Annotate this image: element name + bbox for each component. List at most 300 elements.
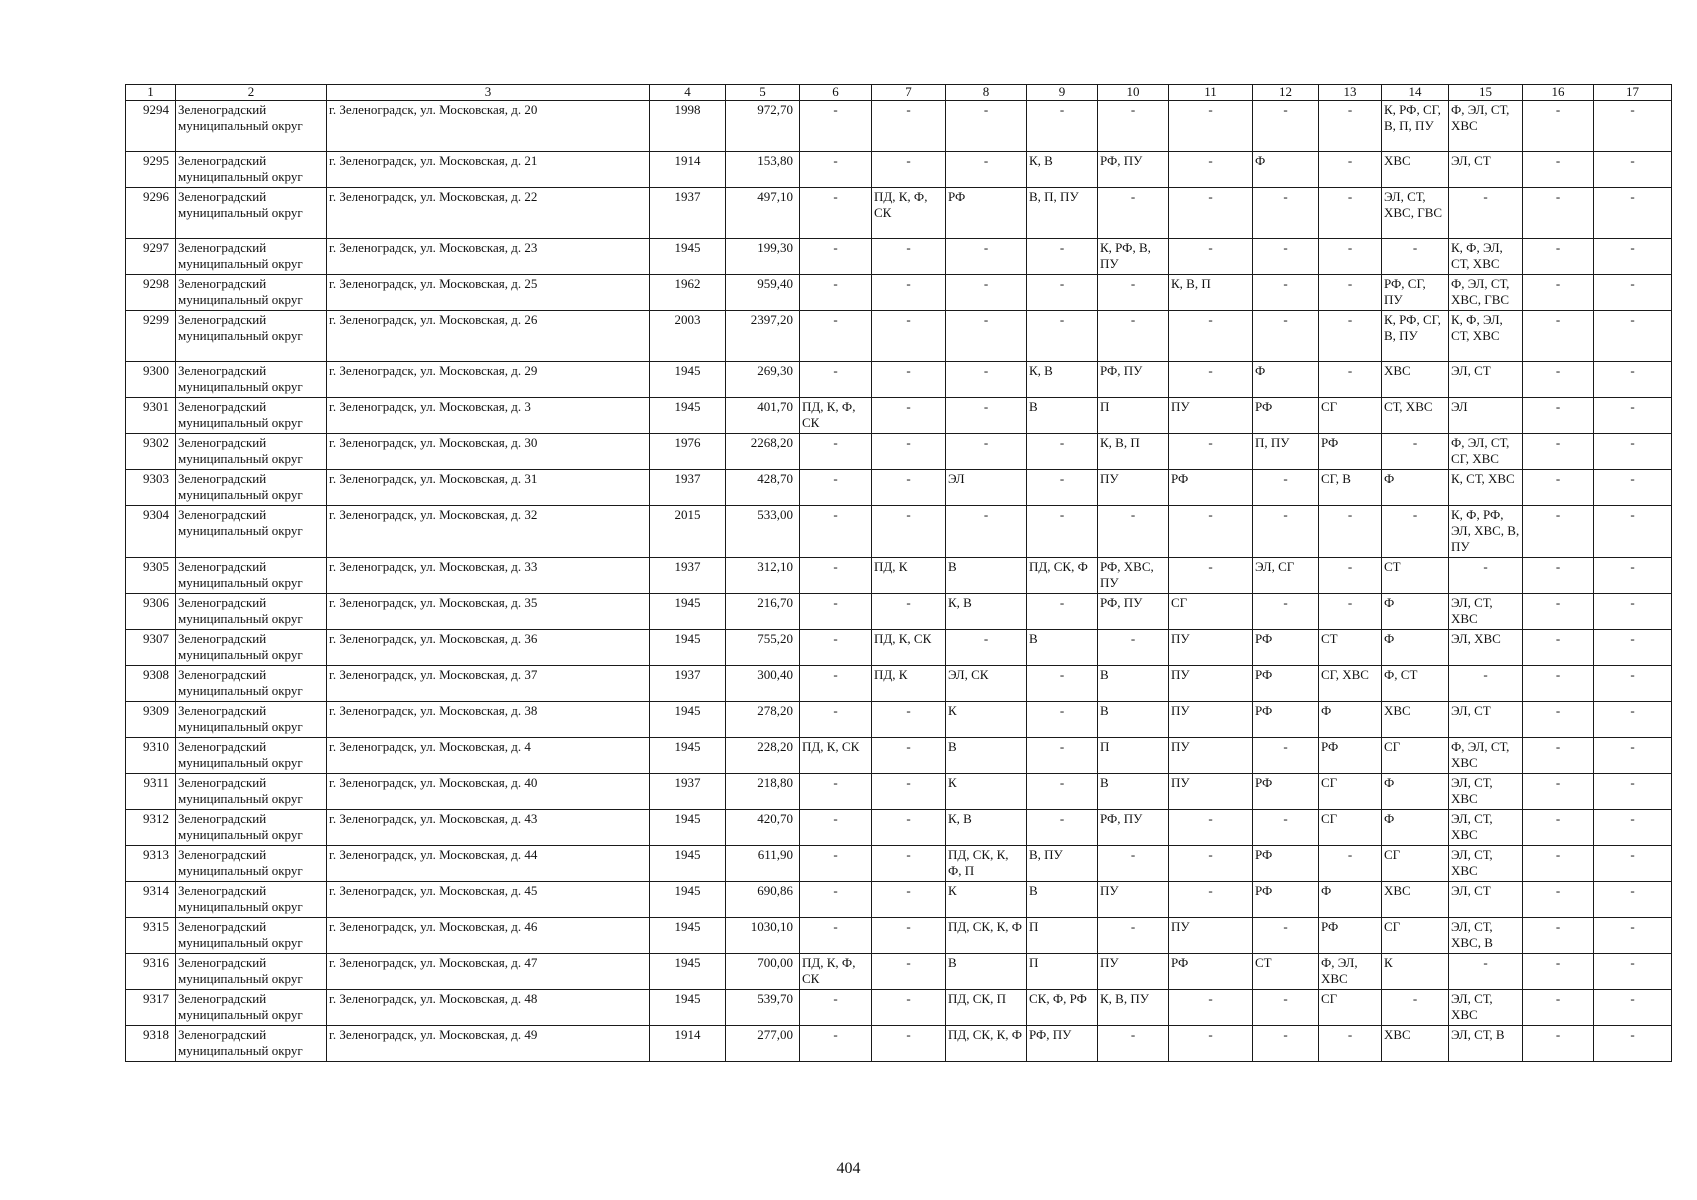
cell-col-16: - [1523, 101, 1594, 152]
cell-col-2: Зеленоградский муниципальный округ [176, 882, 327, 918]
cell-col-12: - [1253, 918, 1319, 954]
cell-col-1: 9318 [126, 1026, 176, 1062]
table-header [126, 85, 1672, 101]
cell-col-8: - [946, 275, 1027, 311]
cell-col-2: Зеленоградский муниципальный округ [176, 470, 327, 506]
cell-col-8: - [946, 152, 1027, 188]
cell-col-6: - [800, 558, 872, 594]
cell-col-16: - [1523, 558, 1594, 594]
cell-col-2: Зеленоградский муниципальный округ [176, 774, 327, 810]
cell-col-15: К, Ф, ЭЛ, СТ, ХВС [1449, 239, 1523, 275]
cell-col-3: г. Зеленоградск, ул. Московская, д. 3 [327, 398, 650, 434]
cell-col-8: - [946, 434, 1027, 470]
cell-col-4: 1945 [650, 362, 726, 398]
cell-col-1: 9316 [126, 954, 176, 990]
cell-col-10: - [1098, 846, 1169, 882]
cell-col-11: ПУ [1169, 398, 1253, 434]
cell-col-3: г. Зеленоградск, ул. Московская, д. 31 [327, 470, 650, 506]
cell-col-7: - [872, 594, 946, 630]
cell-col-9: В [1027, 882, 1098, 918]
cell-col-10: РФ, ПУ [1098, 594, 1169, 630]
cell-col-16: - [1523, 738, 1594, 774]
cell-col-9: - [1027, 506, 1098, 558]
cell-col-3: г. Зеленоградск, ул. Московская, д. 32 [327, 506, 650, 558]
cell-col-4: 2015 [650, 506, 726, 558]
cell-col-16: - [1523, 666, 1594, 702]
table-row [126, 594, 1672, 630]
cell-col-12: СТ [1253, 954, 1319, 990]
cell-col-13: СГ [1319, 810, 1382, 846]
column-header-8: 8 [946, 85, 1027, 101]
cell-col-15: Ф, ЭЛ, СТ, ХВС [1449, 738, 1523, 774]
cell-col-11: РФ [1169, 954, 1253, 990]
cell-col-15: К, СТ, ХВС [1449, 470, 1523, 506]
table-row [126, 882, 1672, 918]
cell-col-6: - [800, 594, 872, 630]
column-header-2: 2 [176, 85, 327, 101]
cell-col-7: - [872, 398, 946, 434]
cell-col-13: - [1319, 311, 1382, 362]
cell-col-5: 401,70 [726, 398, 800, 434]
table-row [126, 702, 1672, 738]
table-row [126, 362, 1672, 398]
column-header-16: 16 [1523, 85, 1594, 101]
cell-col-13: Ф [1319, 702, 1382, 738]
cell-col-1: 9308 [126, 666, 176, 702]
cell-col-9: - [1027, 738, 1098, 774]
cell-col-2: Зеленоградский муниципальный округ [176, 1026, 327, 1062]
cell-col-5: 700,00 [726, 954, 800, 990]
cell-col-6: - [800, 101, 872, 152]
table-row [126, 506, 1672, 558]
cell-col-15: К, Ф, ЭЛ, СТ, ХВС [1449, 311, 1523, 362]
cell-col-13: СТ [1319, 630, 1382, 666]
cell-col-7: - [872, 101, 946, 152]
cell-col-4: 1962 [650, 275, 726, 311]
cell-col-17: - [1594, 846, 1672, 882]
cell-col-3: г. Зеленоградск, ул. Московская, д. 36 [327, 630, 650, 666]
table-row [126, 434, 1672, 470]
cell-col-14: ХВС [1382, 882, 1449, 918]
cell-col-7: - [872, 882, 946, 918]
cell-col-1: 9317 [126, 990, 176, 1026]
cell-col-15: - [1449, 188, 1523, 239]
cell-col-16: - [1523, 434, 1594, 470]
cell-col-11: - [1169, 990, 1253, 1026]
cell-col-17: - [1594, 954, 1672, 990]
cell-col-6: - [800, 506, 872, 558]
cell-col-12: РФ [1253, 702, 1319, 738]
cell-col-9: К, В [1027, 362, 1098, 398]
cell-col-2: Зеленоградский муниципальный округ [176, 434, 327, 470]
cell-col-1: 9296 [126, 188, 176, 239]
cell-col-6: - [800, 846, 872, 882]
cell-col-8: К, В [946, 594, 1027, 630]
cell-col-2: Зеленоградский муниципальный округ [176, 666, 327, 702]
cell-col-6: - [800, 311, 872, 362]
cell-col-15: ЭЛ, СТ, В [1449, 1026, 1523, 1062]
cell-col-5: 428,70 [726, 470, 800, 506]
cell-col-1: 9306 [126, 594, 176, 630]
cell-col-1: 9304 [126, 506, 176, 558]
cell-col-8: ЭЛ [946, 470, 1027, 506]
cell-col-16: - [1523, 275, 1594, 311]
cell-col-8: РФ [946, 188, 1027, 239]
cell-col-17: - [1594, 702, 1672, 738]
cell-col-6: - [800, 1026, 872, 1062]
cell-col-4: 1945 [650, 810, 726, 846]
cell-col-12: - [1253, 275, 1319, 311]
cell-col-7: - [872, 434, 946, 470]
cell-col-5: 277,00 [726, 1026, 800, 1062]
cell-col-12: П, ПУ [1253, 434, 1319, 470]
cell-col-6: - [800, 810, 872, 846]
column-header-14: 14 [1382, 85, 1449, 101]
cell-col-9: - [1027, 810, 1098, 846]
cell-col-9: П [1027, 918, 1098, 954]
table-row [126, 275, 1672, 311]
cell-col-16: - [1523, 239, 1594, 275]
cell-col-15: - [1449, 954, 1523, 990]
table-row [126, 630, 1672, 666]
cell-col-9: К, В [1027, 152, 1098, 188]
cell-col-6: - [800, 239, 872, 275]
cell-col-14: ХВС [1382, 702, 1449, 738]
cell-col-8: ПД, СК, П [946, 990, 1027, 1026]
cell-col-15: ЭЛ [1449, 398, 1523, 434]
cell-col-5: 690,86 [726, 882, 800, 918]
cell-col-3: г. Зеленоградск, ул. Московская, д. 22 [327, 188, 650, 239]
cell-col-3: г. Зеленоградск, ул. Московская, д. 26 [327, 311, 650, 362]
column-header-10: 10 [1098, 85, 1169, 101]
cell-col-10: - [1098, 918, 1169, 954]
column-header-7: 7 [872, 85, 946, 101]
cell-col-2: Зеленоградский муниципальный округ [176, 846, 327, 882]
cell-col-5: 497,10 [726, 188, 800, 239]
cell-col-9: - [1027, 101, 1098, 152]
cell-col-12: ЭЛ, СГ [1253, 558, 1319, 594]
cell-col-9: - [1027, 470, 1098, 506]
cell-col-6: - [800, 666, 872, 702]
cell-col-10: - [1098, 630, 1169, 666]
cell-col-1: 9313 [126, 846, 176, 882]
cell-col-11: - [1169, 558, 1253, 594]
cell-col-16: - [1523, 188, 1594, 239]
column-header-4: 4 [650, 85, 726, 101]
cell-col-7: - [872, 470, 946, 506]
cell-col-5: 611,90 [726, 846, 800, 882]
cell-col-3: г. Зеленоградск, ул. Московская, д. 49 [327, 1026, 650, 1062]
cell-col-17: - [1594, 918, 1672, 954]
cell-col-4: 1937 [650, 470, 726, 506]
cell-col-1: 9311 [126, 774, 176, 810]
column-header-1: 1 [126, 85, 176, 101]
cell-col-17: - [1594, 810, 1672, 846]
table-row [126, 470, 1672, 506]
cell-col-9: В [1027, 630, 1098, 666]
cell-col-3: г. Зеленоградск, ул. Московская, д. 44 [327, 846, 650, 882]
page-number: 404 [836, 1160, 861, 1177]
cell-col-8: В [946, 954, 1027, 990]
cell-col-13: - [1319, 594, 1382, 630]
column-header-5: 5 [726, 85, 800, 101]
cell-col-9: - [1027, 239, 1098, 275]
cell-col-4: 1937 [650, 774, 726, 810]
cell-col-3: г. Зеленоградск, ул. Московская, д. 25 [327, 275, 650, 311]
cell-col-14: К [1382, 954, 1449, 990]
cell-col-15: ЭЛ, ХВС [1449, 630, 1523, 666]
cell-col-12: Ф [1253, 362, 1319, 398]
cell-col-1: 9294 [126, 101, 176, 152]
cell-col-10: ПУ [1098, 882, 1169, 918]
cell-col-4: 1976 [650, 434, 726, 470]
column-number-row [126, 85, 1672, 101]
cell-col-16: - [1523, 152, 1594, 188]
cell-col-8: К [946, 882, 1027, 918]
cell-col-7: - [872, 810, 946, 846]
cell-col-7: ПД, К [872, 666, 946, 702]
cell-col-14: ЭЛ, СТ, ХВС, ГВС [1382, 188, 1449, 239]
cell-col-8: В [946, 738, 1027, 774]
cell-col-16: - [1523, 594, 1594, 630]
cell-col-17: - [1594, 311, 1672, 362]
cell-col-8: - [946, 311, 1027, 362]
column-header-3: 3 [327, 85, 650, 101]
cell-col-10: П [1098, 398, 1169, 434]
table-body [126, 101, 1672, 1062]
cell-col-1: 9314 [126, 882, 176, 918]
cell-col-4: 1945 [650, 630, 726, 666]
cell-col-13: СГ [1319, 774, 1382, 810]
cell-col-6: - [800, 630, 872, 666]
cell-col-17: - [1594, 398, 1672, 434]
cell-col-3: г. Зеленоградск, ул. Московская, д. 33 [327, 558, 650, 594]
cell-col-3: г. Зеленоградск, ул. Московская, д. 35 [327, 594, 650, 630]
cell-col-17: - [1594, 666, 1672, 702]
cell-col-5: 312,10 [726, 558, 800, 594]
cell-col-14: ХВС [1382, 152, 1449, 188]
cell-col-16: - [1523, 702, 1594, 738]
cell-col-13: СГ [1319, 990, 1382, 1026]
cell-col-2: Зеленоградский муниципальный округ [176, 990, 327, 1026]
cell-col-4: 2003 [650, 311, 726, 362]
table-row [126, 810, 1672, 846]
cell-col-2: Зеленоградский муниципальный округ [176, 810, 327, 846]
cell-col-15: ЭЛ, СТ [1449, 152, 1523, 188]
cell-col-16: - [1523, 774, 1594, 810]
cell-col-2: Зеленоградский муниципальный округ [176, 918, 327, 954]
cell-col-5: 972,70 [726, 101, 800, 152]
cell-col-5: 539,70 [726, 990, 800, 1026]
cell-col-8: ПД, СК, К, Ф [946, 918, 1027, 954]
cell-col-4: 1945 [650, 918, 726, 954]
cell-col-9: - [1027, 311, 1098, 362]
cell-col-16: - [1523, 990, 1594, 1026]
cell-col-6: - [800, 990, 872, 1026]
cell-col-14: Ф, СТ [1382, 666, 1449, 702]
cell-col-9: - [1027, 774, 1098, 810]
cell-col-8: - [946, 398, 1027, 434]
cell-col-7: - [872, 918, 946, 954]
cell-col-15: ЭЛ, СТ, ХВС, В [1449, 918, 1523, 954]
cell-col-16: - [1523, 506, 1594, 558]
cell-col-7: - [872, 506, 946, 558]
cell-col-14: Ф [1382, 594, 1449, 630]
cell-col-10: - [1098, 311, 1169, 362]
cell-col-17: - [1594, 558, 1672, 594]
cell-col-12: - [1253, 101, 1319, 152]
cell-col-12: РФ [1253, 882, 1319, 918]
cell-col-7: - [872, 738, 946, 774]
cell-col-11: - [1169, 506, 1253, 558]
cell-col-1: 9301 [126, 398, 176, 434]
cell-col-11: ПУ [1169, 918, 1253, 954]
cell-col-1: 9302 [126, 434, 176, 470]
cell-col-9: - [1027, 434, 1098, 470]
cell-col-12: - [1253, 738, 1319, 774]
table-row [126, 738, 1672, 774]
cell-col-15: Ф, ЭЛ, СТ, ХВС [1449, 101, 1523, 152]
cell-col-14: РФ, СГ, ПУ [1382, 275, 1449, 311]
cell-col-1: 9295 [126, 152, 176, 188]
cell-col-6: - [800, 152, 872, 188]
cell-col-16: - [1523, 882, 1594, 918]
cell-col-9: - [1027, 594, 1098, 630]
cell-col-6: - [800, 188, 872, 239]
cell-col-9: - [1027, 666, 1098, 702]
cell-col-15: К, Ф, РФ, ЭЛ, ХВС, В, ПУ [1449, 506, 1523, 558]
column-header-9: 9 [1027, 85, 1098, 101]
cell-col-17: - [1594, 152, 1672, 188]
cell-col-8: В [946, 558, 1027, 594]
cell-col-2: Зеленоградский муниципальный округ [176, 702, 327, 738]
cell-col-13: - [1319, 101, 1382, 152]
cell-col-8: - [946, 362, 1027, 398]
cell-col-6: - [800, 774, 872, 810]
cell-col-12: - [1253, 990, 1319, 1026]
cell-col-15: Ф, ЭЛ, СТ, ХВС, ГВС [1449, 275, 1523, 311]
cell-col-8: К [946, 702, 1027, 738]
cell-col-5: 755,20 [726, 630, 800, 666]
cell-col-16: - [1523, 954, 1594, 990]
cell-col-11: ПУ [1169, 702, 1253, 738]
cell-col-3: г. Зеленоградск, ул. Московская, д. 38 [327, 702, 650, 738]
registry-table [125, 84, 1672, 1062]
column-header-13: 13 [1319, 85, 1382, 101]
cell-col-10: РФ, ПУ [1098, 810, 1169, 846]
cell-col-15: ЭЛ, СТ, ХВС [1449, 846, 1523, 882]
cell-col-11: ПУ [1169, 666, 1253, 702]
cell-col-8: К, В [946, 810, 1027, 846]
cell-col-6: - [800, 918, 872, 954]
table-row [126, 954, 1672, 990]
cell-col-8: - [946, 506, 1027, 558]
cell-col-2: Зеленоградский муниципальный округ [176, 558, 327, 594]
cell-col-9: ПД, СК, Ф [1027, 558, 1098, 594]
cell-col-14: Ф [1382, 774, 1449, 810]
cell-col-17: - [1594, 738, 1672, 774]
cell-col-6: ПД, К, СК [800, 738, 872, 774]
table-row [126, 152, 1672, 188]
cell-col-4: 1945 [650, 239, 726, 275]
cell-col-17: - [1594, 630, 1672, 666]
cell-col-5: 300,40 [726, 666, 800, 702]
cell-col-14: К, РФ, СГ, В, П, ПУ [1382, 101, 1449, 152]
cell-col-11: ПУ [1169, 774, 1253, 810]
cell-col-9: - [1027, 702, 1098, 738]
cell-col-5: 2397,20 [726, 311, 800, 362]
cell-col-8: - [946, 101, 1027, 152]
cell-col-11: - [1169, 188, 1253, 239]
cell-col-3: г. Зеленоградск, ул. Московская, д. 40 [327, 774, 650, 810]
table-row [126, 846, 1672, 882]
cell-col-11: - [1169, 362, 1253, 398]
cell-col-15: ЭЛ, СТ, ХВС [1449, 990, 1523, 1026]
cell-col-11: - [1169, 239, 1253, 275]
cell-col-13: - [1319, 846, 1382, 882]
cell-col-9: В, П, ПУ [1027, 188, 1098, 239]
cell-col-2: Зеленоградский муниципальный округ [176, 594, 327, 630]
cell-col-10: В [1098, 666, 1169, 702]
cell-col-3: г. Зеленоградск, ул. Московская, д. 29 [327, 362, 650, 398]
cell-col-5: 269,30 [726, 362, 800, 398]
cell-col-6: - [800, 275, 872, 311]
cell-col-13: РФ [1319, 738, 1382, 774]
cell-col-12: РФ [1253, 630, 1319, 666]
cell-col-5: 959,40 [726, 275, 800, 311]
cell-col-1: 9312 [126, 810, 176, 846]
cell-col-2: Зеленоградский муниципальный округ [176, 188, 327, 239]
cell-col-8: ЭЛ, СК [946, 666, 1027, 702]
cell-col-5: 278,20 [726, 702, 800, 738]
cell-col-4: 1945 [650, 738, 726, 774]
cell-col-5: 199,30 [726, 239, 800, 275]
table-row [126, 666, 1672, 702]
cell-col-10: - [1098, 506, 1169, 558]
cell-col-1: 9309 [126, 702, 176, 738]
cell-col-3: г. Зеленоградск, ул. Московская, д. 37 [327, 666, 650, 702]
cell-col-3: г. Зеленоградск, ул. Московская, д. 23 [327, 239, 650, 275]
cell-col-10: В [1098, 702, 1169, 738]
cell-col-4: 1945 [650, 846, 726, 882]
cell-col-7: ПД, К [872, 558, 946, 594]
cell-col-10: П [1098, 738, 1169, 774]
column-header-6: 6 [800, 85, 872, 101]
cell-col-2: Зеленоградский муниципальный округ [176, 362, 327, 398]
cell-col-2: Зеленоградский муниципальный округ [176, 398, 327, 434]
cell-col-1: 9310 [126, 738, 176, 774]
cell-col-14: - [1382, 434, 1449, 470]
column-header-12: 12 [1253, 85, 1319, 101]
cell-col-4: 1937 [650, 188, 726, 239]
cell-col-15: - [1449, 666, 1523, 702]
cell-col-17: - [1594, 594, 1672, 630]
cell-col-2: Зеленоградский муниципальный округ [176, 738, 327, 774]
cell-col-12: - [1253, 188, 1319, 239]
cell-col-15: ЭЛ, СТ, ХВС [1449, 774, 1523, 810]
cell-col-3: г. Зеленоградск, ул. Московская, д. 48 [327, 990, 650, 1026]
cell-col-14: Ф [1382, 630, 1449, 666]
cell-col-17: - [1594, 774, 1672, 810]
cell-col-3: г. Зеленоградск, ул. Московская, д. 4 [327, 738, 650, 774]
cell-col-13: - [1319, 558, 1382, 594]
cell-col-16: - [1523, 362, 1594, 398]
cell-col-11: - [1169, 311, 1253, 362]
cell-col-14: - [1382, 506, 1449, 558]
cell-col-6: ПД, К, Ф, СК [800, 954, 872, 990]
cell-col-7: ПД, К, Ф, СК [872, 188, 946, 239]
cell-col-7: - [872, 954, 946, 990]
